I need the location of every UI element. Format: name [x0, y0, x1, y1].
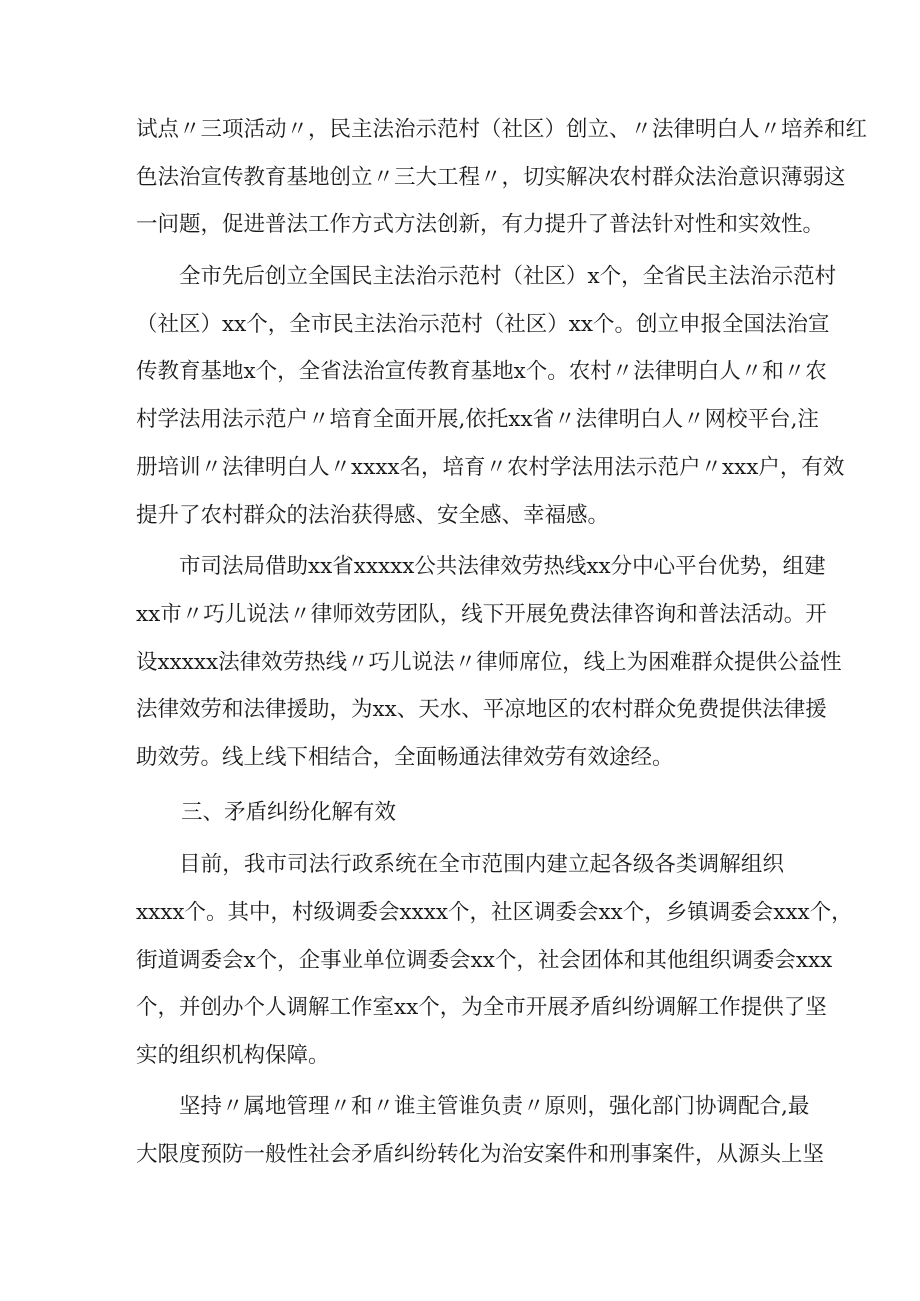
- paragraph-1-line-3: 一问题，促进普法工作方式方法创新，有力提升了普法针对性和实效性。: [136, 212, 825, 237]
- paragraph-1-line-2: 色法治宣传教育基地创立〃三大工程〃，切实解决农村群众法治意识薄弱这: [136, 165, 846, 190]
- paragraph-1-line-1: 试点〃三项活动〃，民主法治示范村（社区）创立、〃法律明白人〃培养和红: [136, 117, 868, 142]
- paragraph-3-line-4: 法律效劳和法律援助，为xx、天水、平凉地区的农村群众免费提供法律援: [136, 697, 827, 722]
- paragraph-4-line-3: 街道调委会x个，企事业单位调委会xx个，社会团体和其他组织调委会xxx: [136, 948, 833, 973]
- paragraph-3-line-5: 助效劳。线上线下相结合，全面畅通法律效劳有效途经。: [136, 745, 674, 770]
- paragraph-2-line-4: 村学法用法示范户〃培育全面开展,依托xx省〃法律明白人〃网校平台,注: [136, 407, 819, 432]
- paragraph-5-line-2: 大限度预防一般性社会矛盾纠纷转化为治安案件和刑事案件，从源头上坚: [136, 1142, 825, 1167]
- section-heading: 三、矛盾纠纷化解有效: [181, 800, 397, 825]
- paragraph-4-line-2: xxxx个。其中，村级调委会xxxx个，社区调委会xx个，乡镇调委会xxx个，: [136, 900, 853, 925]
- paragraph-4-line-5: 实的组织机构保障。: [136, 1043, 330, 1068]
- paragraph-3-line-1: 市司法局借助xx省xxxxx公共法律效劳热线xx分中心平台优势，组建: [179, 554, 826, 579]
- paragraph-3-line-2: xx市〃巧儿说法〃律师效劳团队，线下开展免费法律咨询和普法活动。开: [136, 602, 827, 627]
- paragraph-2-line-5: 册培训〃法律明白人〃xxxx名，培育〃农村学法用法示范户〃xxx户，有效: [136, 455, 845, 480]
- paragraph-5-line-1: 坚持〃属地管理〃和〃谁主管谁负责〃原则，强化部门协调配合,最: [179, 1094, 810, 1119]
- paragraph-4-line-1: 目前，我市司法行政系统在全市范围内建立起各级各类调解组织: [179, 852, 784, 877]
- paragraph-3-line-3: 设xxxxx法律效劳热线〃巧儿说法〃律师席位，线上为困难群众提供公益性: [136, 650, 842, 675]
- paragraph-2-line-1: 全市先后创立全国民主法治示范村（社区）x个，全省民主法治示范村: [179, 264, 837, 289]
- paragraph-2-line-3: 传教育基地x个，全省法治宣传教育基地x个。农村〃法律明白人〃和〃农: [136, 359, 827, 384]
- paragraph-2-line-2: （社区）xx个，全市民主法治示范村（社区）xx个。创立申报全国法治宣: [136, 312, 830, 337]
- paragraph-2-line-6: 提升了农村群众的法治获得感、安全感、幸福感。: [136, 503, 610, 528]
- paragraph-4-line-4: 个，并创办个人调解工作室xx个，为全市开展矛盾纠纷调解工作提供了坚: [136, 995, 827, 1020]
